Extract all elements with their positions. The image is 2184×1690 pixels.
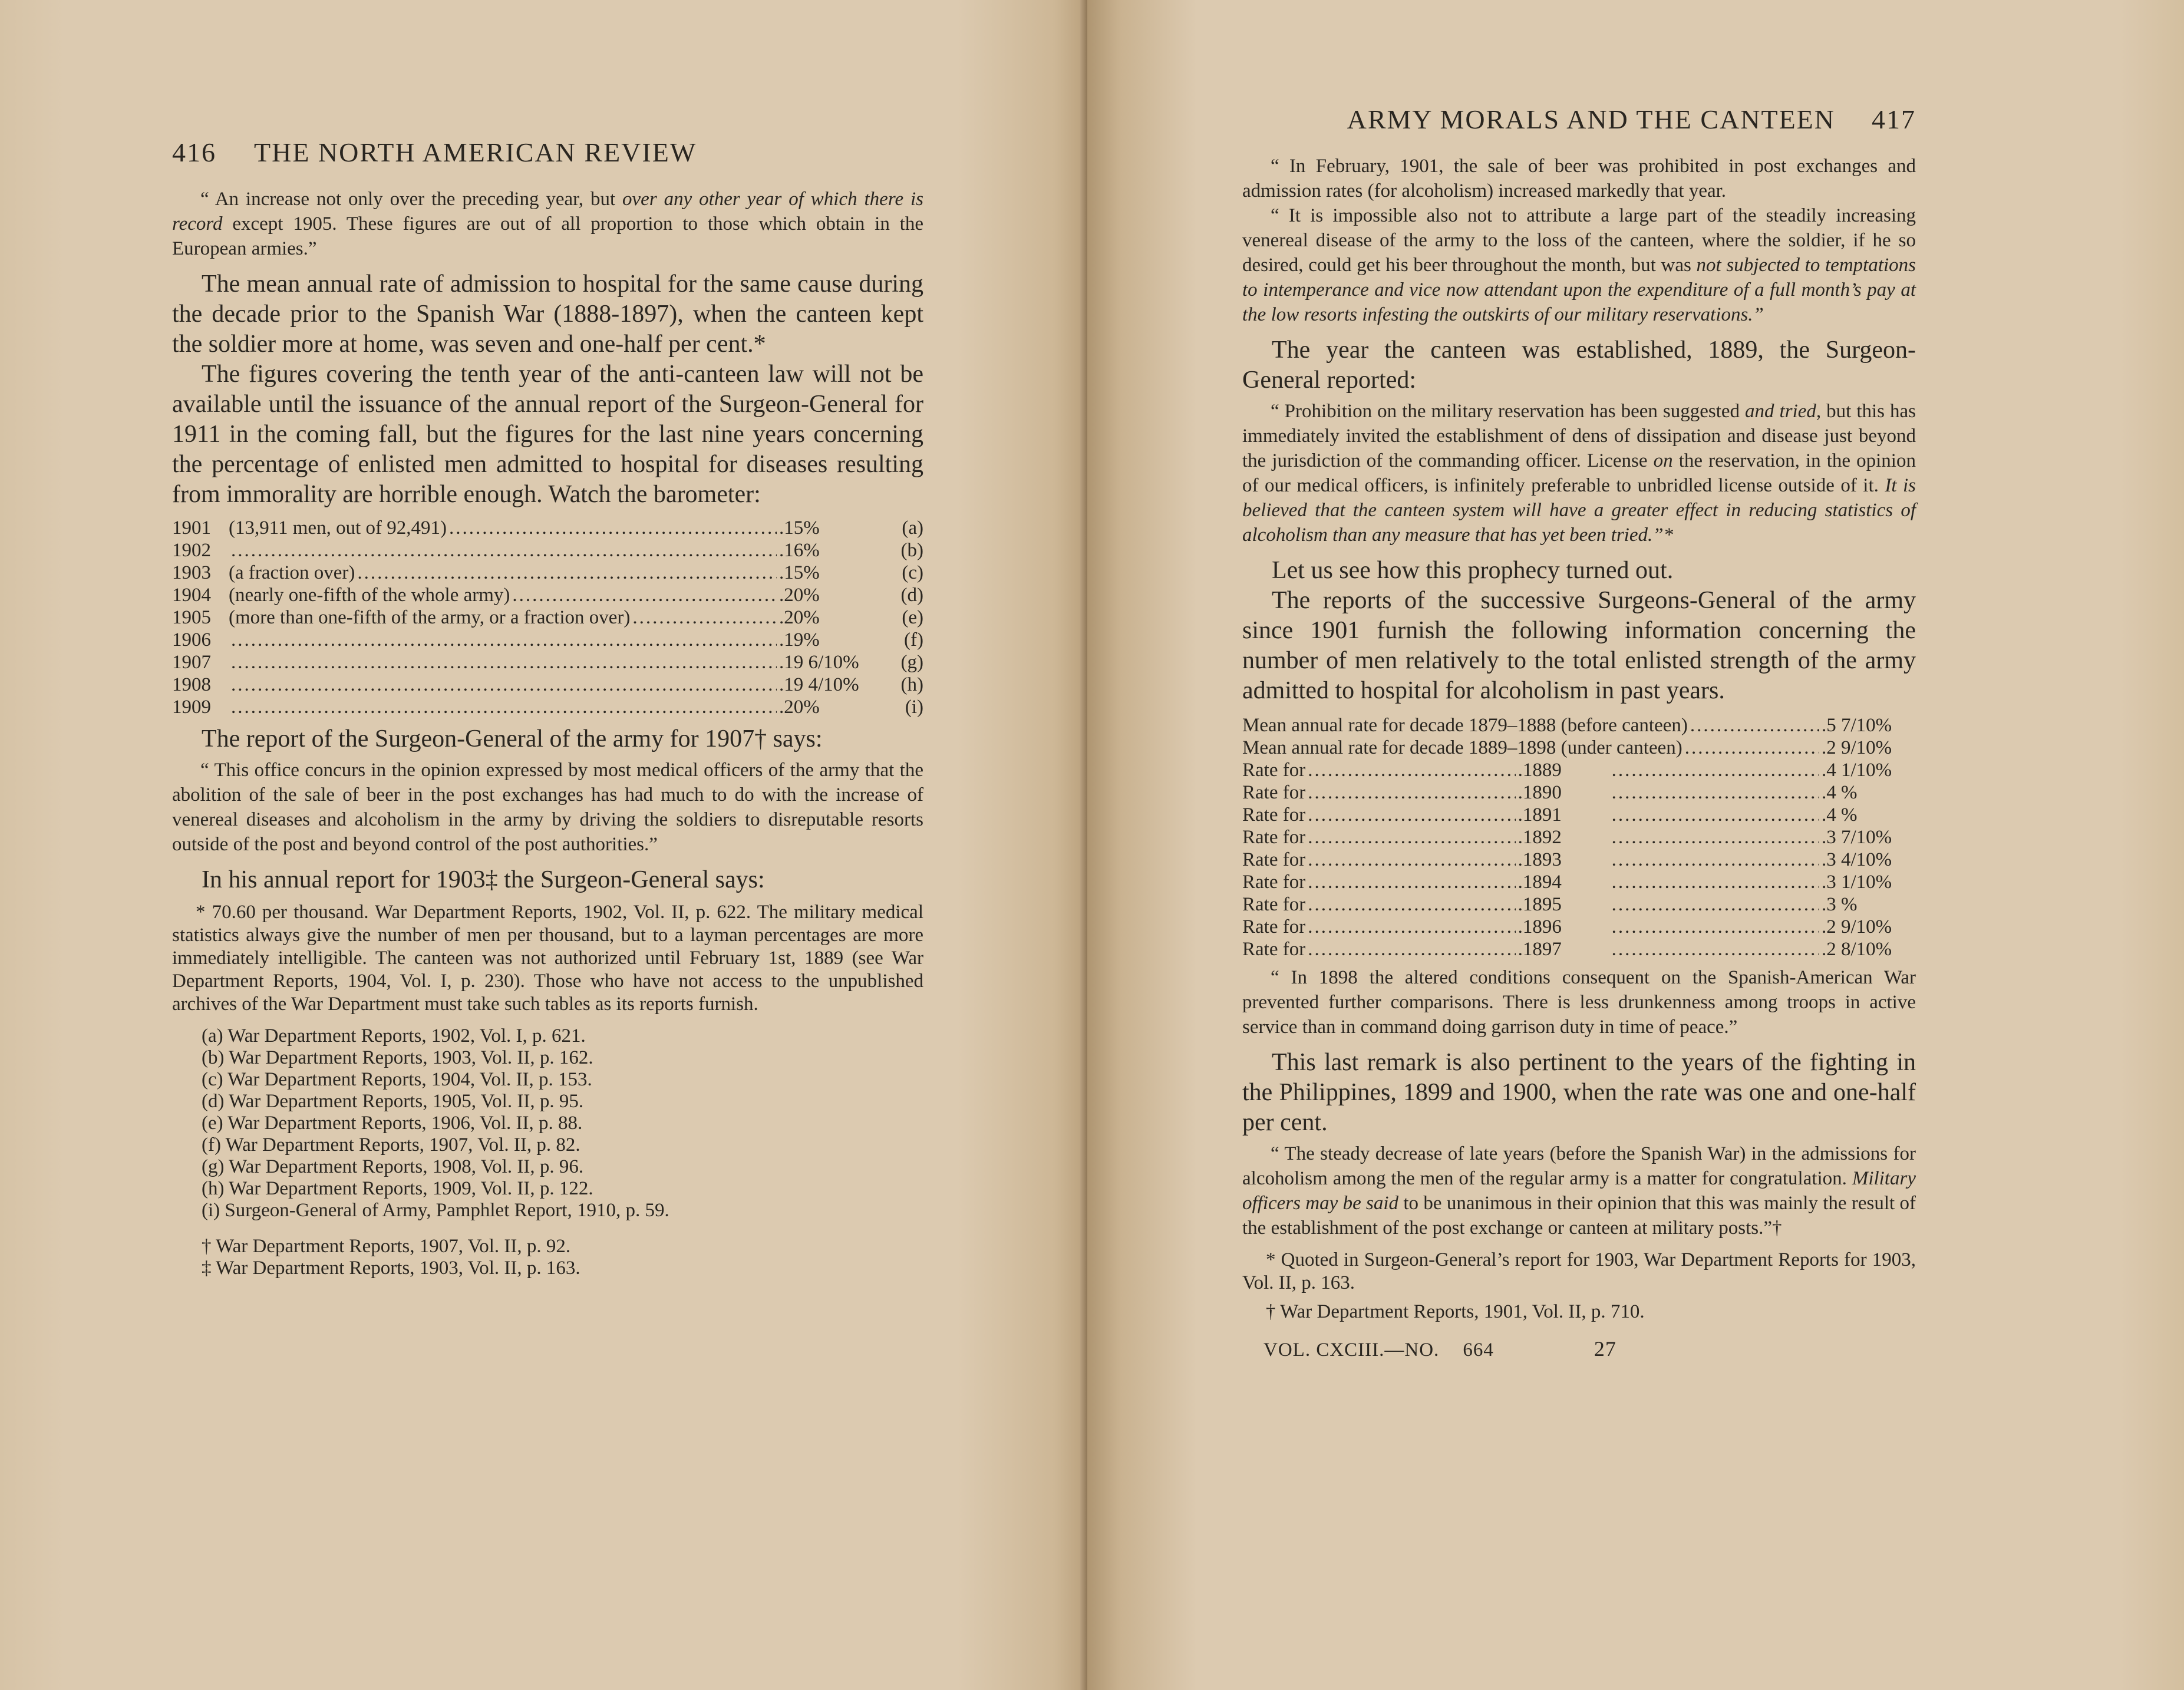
footnote: † War Department Reports, 1901, Vol. II, p. 710. <box>1266 1301 1645 1322</box>
left-page <box>0 0 1087 1690</box>
quote-block: “ An increase not only over the preceding year, but over any other year of which there is record except 1905. These figures are out of all proportion to those which obtain in the European armies.” <box>172 189 923 259</box>
table-row: 1903 (a fraction over) ..... .15% (c) <box>172 562 923 584</box>
footnote: * 70.60 per thousand. War Department Reports, 1902, Vol. II, p. 622. The military medical statistics always give the number of men per thousand, but to a layman percentages are more immediately intelligible. The canteen was not authorized until February 1st, 1889 (see War Department Reports, 1904, Vol. I, p. 230). Those who have not access to the unpublished archives of the War Department must take such tables as its reports furnish. <box>172 902 923 1015</box>
list-item: (a) War Department Reports, 1902, Vol. I, p. 621. <box>202 1025 586 1047</box>
table-row: Rate for ..... .1889 ..... .4 1/10% <box>1242 759 1916 781</box>
quote-block: “ In February, 1901, the sale of beer was prohibited in post exchanges and admission rates (for alcoholism) increased markedly that year. <box>1242 156 1916 202</box>
table-row: 1909 ..... .20% (i) <box>172 696 923 718</box>
quote-block: “ Prohibition on the military reservation has been suggested and tried, but this has immediately invited the establishment of dens of dissipation and disease just beyond the jurisdiction of the commanding officer. License on the reservation, in the opinion of our medical officers, is infinitely preferable to unbridled license outside of it. It is believed that the canteen system will have a greater effect in reducing statistics of alcoholism than any measure that has yet been tried.”* <box>1242 401 1916 546</box>
volume-label: VOL. CXCIII.—NO. <box>1263 1339 1440 1361</box>
list-item: (h) War Department Reports, 1909, Vol. II, p. 122. <box>202 1178 593 1199</box>
paragraph: The report of the Surgeon-General of the army for 1907† says: <box>202 725 823 752</box>
quote-block: “ This office concurs in the opinion expressed by most medical officers of the army that the abolition of the sale of beer in the post exchanges has had much to do with the increase of venereal diseases and alcoholism in the army by driving the soldiers to disreputable resorts outside of the post and beyond control of the post authorities.” <box>172 760 923 855</box>
paragraph: The figures covering the tenth year of the anti-canteen law will not be available until the issuance of the annual report of the Surgeon-General for 1911 in the coming fall, but the figures for the last nine years concerning the percentage of enlisted men admitted to hospital for diseases resulting from immorality are horrible enough. Watch the barometer: <box>172 361 923 508</box>
table-row: Rate for ..... .1893 ..... .3 4/10% <box>1242 849 1916 871</box>
issue-number: 664 <box>1463 1339 1494 1361</box>
list-item: (f) War Department Reports, 1907, Vol. II, p. 82. <box>202 1134 580 1156</box>
footnote: * Quoted in Surgeon-General’s report for 1903, War Department Reports for 1903, Vol. II, p. 163. <box>1242 1249 1916 1293</box>
left-column <box>172 137 923 1279</box>
reference-list <box>172 1025 923 1222</box>
table-row: 1905 (more than one-fifth of the army, or a fraction over) ..... .20% (e) <box>172 606 923 629</box>
table-row: Rate for ..... .1895 ..... .3 % <box>1242 893 1916 916</box>
statistics-table <box>172 517 923 718</box>
table-row: 1904 (nearly one-fifth of the whole army) ..... .20% (d) <box>172 584 923 606</box>
paragraph: The mean annual rate of admission to hospital for the same cause during the decade prior to the Spanish War (1888-1897), when the canteen kept the soldier more at home, was seven and one-half per cent.* <box>172 270 923 358</box>
running-title: THE NORTH AMERICAN REVIEW <box>254 137 697 167</box>
running-head <box>172 137 923 168</box>
list-item: (i) Surgeon-General of Army, Pamphlet Report, 1910, p. 59. <box>202 1200 669 1221</box>
paragraph: The reports of the successive Surgeons-General of the army since 1901 furnish the following information concerning the number of men relatively to the total enlisted strength of the army admitted to hospital for alcoholism in past years. <box>1242 587 1916 704</box>
table-row: 1907 ..... .19 6/10% (g) <box>172 651 923 674</box>
quote-block: “ The steady decrease of late years (before the Spanish War) in the admissions for alcoholism among the men of the regular army is a matter for congratulation. Military officers may be said to be unanimous in their opinion that this was mainly the result of the establishment of the post exchange or canteen at military posts.”† <box>1242 1143 1916 1239</box>
footnote: ‡ War Department Reports, 1903, Vol. II, p. 163. <box>202 1257 580 1279</box>
table-row: 1902 ..... .16% (b) <box>172 539 923 562</box>
list-item: (g) War Department Reports, 1908, Vol. II, p. 96. <box>202 1156 584 1177</box>
list-item: (c) War Department Reports, 1904, Vol. II, p. 153. <box>202 1069 592 1090</box>
table-row: Rate for ..... .1896 ..... .2 9/10% <box>1242 916 1916 938</box>
paragraph: The year the canteen was established, 1889, the Surgeon-General reported: <box>1242 336 1916 394</box>
table-row: 1901 (13,911 men, out of 92,491) ..... .15% (a) <box>172 517 923 539</box>
footnote: † War Department Reports, 1907, Vol. II, p. 92. <box>202 1236 571 1257</box>
right-page <box>1087 0 2184 1690</box>
signature-mark: 27 <box>1594 1337 1616 1361</box>
table-row: 1908 ..... .19 4/10% (h) <box>172 674 923 696</box>
quote-block: “ It is impossible also not to attribute a large part of the steadily increasing venereal disease of the army to the loss of the canteen, where the soldier, if he so desired, could get his beer throughout the month, but was not subjected to temptations to intemperance and vice now attendant upon the expenditure of a full month’s pay at the low resorts infesting the outskirts of our military reservations.” <box>1242 205 1916 325</box>
signature-line <box>1242 1336 1916 1361</box>
page-number: 416 <box>172 137 216 167</box>
table-row: Mean annual rate for decade 1879–1888 (before canteen) ..... .5 7/10% <box>1242 714 1916 737</box>
list-item: (b) War Department Reports, 1903, Vol. II, p. 162. <box>202 1047 593 1068</box>
paragraph: This last remark is also pertinent to the years of the fighting in the Philippines, 1899 and 1900, when the rate was one and one-half per cent. <box>1242 1049 1916 1136</box>
quote-block: “ In 1898 the altered conditions consequent on the Spanish-American War prevented further comparisons. There is less drunkenness among troops in active service than in command doing garrison duty in time of peace.” <box>1242 967 1916 1038</box>
table-row: Rate for ..... .1894 ..... .3 1/10% <box>1242 871 1916 893</box>
running-head <box>1242 104 1916 135</box>
table-row: Rate for ..... .1892 ..... .3 7/10% <box>1242 826 1916 849</box>
table-row: 1906 ..... .19% (f) <box>172 629 923 651</box>
page-number: 417 <box>1872 104 1916 134</box>
table-row: Mean annual rate for decade 1889–1898 (under canteen) ..... .2 9/10% <box>1242 737 1916 759</box>
table-row: Rate for ..... .1891 ..... .4 % <box>1242 804 1916 826</box>
right-column <box>1242 104 1916 1361</box>
running-title: ARMY MORALS AND THE CANTEEN <box>1347 104 1835 134</box>
paragraph: Let us see how this prophecy turned out. <box>1272 557 1674 584</box>
alcoholism-rate-table <box>1242 714 1916 960</box>
list-item: (d) War Department Reports, 1905, Vol. II, p. 95. <box>202 1091 584 1112</box>
table-row: Rate for ..... .1897 ..... .2 8/10% <box>1242 938 1916 960</box>
table-row: Rate for ..... .1890 ..... .4 % <box>1242 781 1916 804</box>
paragraph: In his annual report for 1903‡ the Surgeon-General says: <box>202 866 765 893</box>
list-item: (e) War Department Reports, 1906, Vol. II, p. 88. <box>202 1113 583 1134</box>
